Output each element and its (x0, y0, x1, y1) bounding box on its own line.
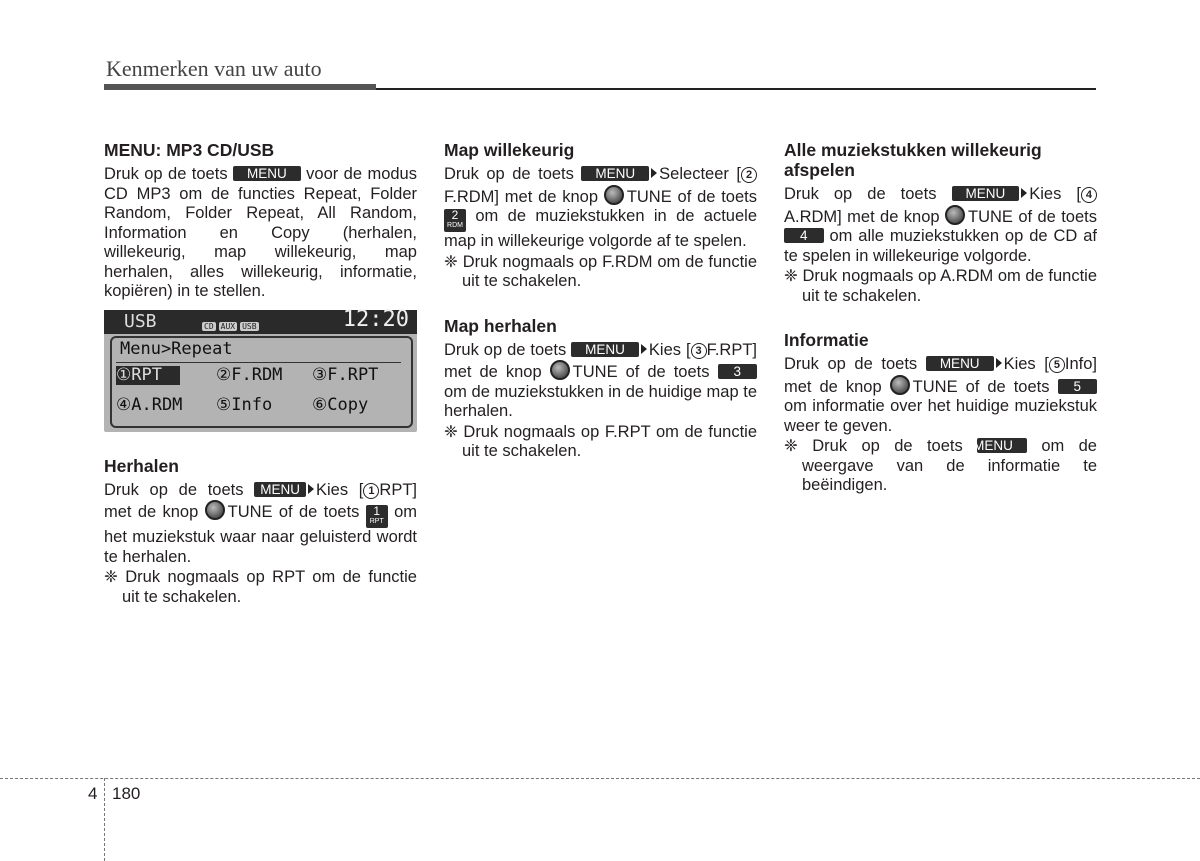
menu-button: MENU (952, 186, 1020, 201)
lcd-item-info: ⑤Info (216, 394, 273, 415)
usb-icon: USB (242, 321, 257, 331)
tune-knob-icon (205, 500, 225, 520)
header-rule-thick (104, 84, 376, 90)
menu-button: MENU (571, 342, 639, 357)
footer-divider (0, 778, 1200, 779)
tune-knob-icon (604, 185, 624, 205)
lcd-display (104, 306, 417, 432)
lcd-item-ardm: ④A.RDM (116, 394, 183, 415)
section-title-map-willekeurig: Map willekeurig (444, 140, 575, 160)
cd-icon: CD (204, 321, 214, 331)
text: Kies [ (315, 480, 364, 499)
text: Druk op de toets (784, 355, 918, 373)
text: F.RDM] met de knop (444, 187, 599, 206)
column-1 (104, 140, 417, 607)
text: om de muziekstukken in de actuele map in willekeurige volgorde af te spelen. (444, 207, 757, 250)
intro-paragraph (104, 165, 417, 302)
menu-button: MENU (254, 482, 306, 497)
informatie-paragraph (784, 355, 1097, 436)
lcd-source: USB (124, 310, 157, 332)
text: om de weergave van de informatie te beëindigen. (802, 437, 1097, 494)
text: Druk op de toets (104, 165, 228, 183)
text: ❈ Druk op de toets (784, 437, 963, 455)
text: 1 (373, 504, 381, 518)
number-3-icon: 3 (691, 343, 707, 359)
section-title-map-herhalen: Map herhalen (444, 315, 557, 336)
footer-vertical-divider (104, 778, 105, 861)
tune-knob-icon (550, 360, 570, 380)
menu-button: MENU (233, 166, 301, 181)
text: RDM (447, 222, 463, 229)
map-herhalen-note: ❈ Druk nogmaals op F.RPT om de functie uit te schakelen. (444, 422, 757, 460)
column-3 (784, 140, 1097, 496)
arrow-right-icon (641, 344, 647, 354)
menu-button: MENU (977, 438, 1027, 453)
text: Druk op de toets (444, 165, 574, 183)
button-5: 5 (1058, 379, 1098, 394)
menu-button: MENU (926, 356, 994, 371)
button-3: 3 (718, 364, 758, 379)
section-title-informatie: Informatie (784, 330, 869, 350)
herhalen-note: ❈ Druk nogmaals op RPT om de functie uit te schakelen. (104, 568, 417, 606)
text: Kies [ (1029, 185, 1081, 203)
lcd-item-frpt: ③F.RPT (312, 364, 379, 385)
aux-icon: AUX (220, 321, 236, 331)
text: voor de modus CD MP3 om de functies Repeat, Folder Random, Folder Repeat, All Random, Information en Copy (herhalen, willekeurig, map willekeurig, map herhalen, alles willekeurig, informatie, kopiëren) in te stellen. (104, 165, 417, 300)
text: om alle muziekstukken op de CD af te spelen in willekeurige volgorde. (784, 227, 1097, 265)
number-4-icon: 4 (1081, 187, 1097, 203)
text: TUNE of de toets (912, 377, 1050, 396)
text: TUNE of de toets (572, 363, 710, 381)
header-rule-thin (376, 88, 1096, 90)
map-herhalen-paragraph (444, 341, 757, 422)
chapter-number: 4 (88, 784, 98, 803)
text: TUNE of de toets (626, 187, 757, 206)
herhalen-paragraph (104, 481, 417, 568)
arrow-right-icon (651, 168, 657, 178)
lcd-item-copy: ⑥Copy (312, 394, 369, 415)
text: 2 (451, 208, 459, 222)
text: Kies [ (648, 340, 691, 359)
page-header-title: Kenmerken van uw auto (106, 56, 322, 81)
page-number: 180 (112, 784, 141, 803)
informatie-note (784, 437, 1097, 496)
text: TUNE of de toets (968, 207, 1097, 226)
text: RPT] met de knop (104, 480, 417, 521)
text: TUNE of de toets (227, 503, 360, 521)
button-4: 4 (784, 228, 824, 243)
text: Druk op de toets (444, 340, 567, 359)
alle-willekeurig-note: ❈ Druk nogmaals op A.RDM om de functie uit te schakelen. (784, 267, 1097, 305)
map-willekeurig-note: ❈ Druk nogmaals op F.RDM om de functie uit te schakelen. (444, 252, 757, 290)
number-5-icon: 5 (1049, 357, 1065, 373)
column-2 (444, 140, 757, 462)
lcd-source-icons (202, 317, 262, 337)
button-2-rdm (444, 209, 466, 232)
tune-knob-icon (945, 205, 965, 225)
lcd-status-bar (104, 306, 417, 334)
lcd-item-rpt: ①RPT (116, 366, 180, 386)
lcd-divider (116, 362, 401, 364)
text: Druk op de toets (784, 185, 937, 203)
text: om het muziekstuk waar naar geluisterd wordt te herhalen. (104, 503, 417, 566)
text: om de muziekstukken in de huidige map te herhalen. (444, 382, 757, 420)
lcd-clock: 12:20 (342, 306, 409, 332)
arrow-right-icon (996, 358, 1002, 368)
section-title-alle-willekeurig: Alle muziekstukken willekeurig afspelen (784, 140, 1042, 180)
text: Selecteer [ (659, 165, 741, 183)
section-title-menu: MENU: MP3 CD/USB (104, 140, 275, 160)
arrow-right-icon (308, 484, 314, 494)
text: Info] met de knop (784, 355, 1097, 396)
map-willekeurig-paragraph (444, 165, 757, 252)
section-title-herhalen: Herhalen (104, 455, 179, 476)
text: om informatie over het huidige muziekstuk weer te geven. (784, 397, 1097, 435)
tune-knob-icon (890, 375, 910, 395)
lcd-item-frdm: ②F.RDM (216, 364, 283, 385)
text: A.RDM] met de knop (784, 207, 940, 226)
text: RPT (369, 518, 384, 525)
arrow-right-icon (1021, 188, 1027, 198)
number-1-icon: 1 (363, 483, 379, 499)
menu-button: MENU (581, 166, 649, 181)
button-1-rpt (366, 505, 388, 528)
lcd-menu-panel (110, 336, 413, 428)
text: F.RPT] met de knop (444, 340, 757, 381)
number-2-icon: 2 (741, 167, 757, 183)
lcd-menu-title: Menu>Repeat (120, 338, 233, 359)
text: Druk op de toets (104, 480, 244, 499)
alle-willekeurig-paragraph (784, 185, 1097, 266)
text: Kies [ (1003, 355, 1049, 373)
